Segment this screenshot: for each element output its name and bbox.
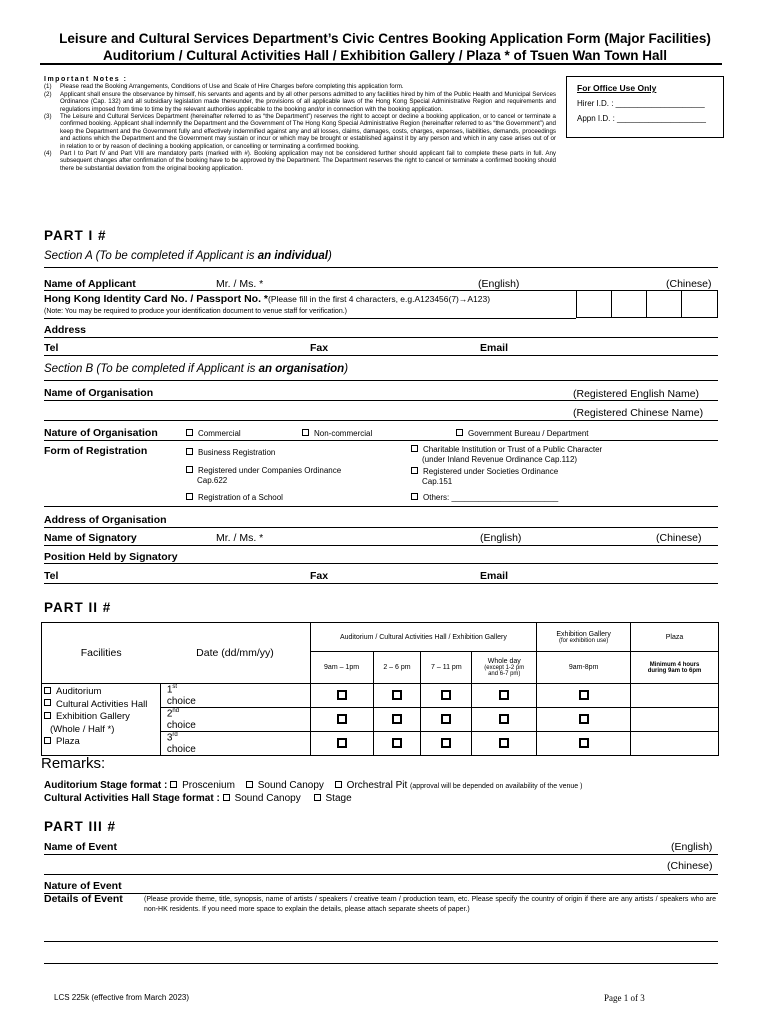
facility-cah-option[interactable]: Cultural Activities Hall: [44, 699, 160, 712]
part3-title: PART III #: [44, 819, 117, 834]
signatory-english-label: (English): [480, 532, 522, 544]
hkid-char-box[interactable]: [576, 290, 612, 318]
choice-2-evening-cell[interactable]: [421, 708, 472, 732]
hirer-id-field[interactable]: Hirer I.D. : ____________________: [577, 99, 705, 108]
slot-morning-header: 9am – 1pm: [310, 652, 373, 684]
choice-3-plaza-cell[interactable]: [631, 732, 719, 756]
page-number: Page 1 of 3: [604, 993, 645, 1003]
checkbox[interactable]: [337, 690, 347, 700]
checkbox[interactable]: [335, 781, 342, 788]
checkbox[interactable]: [337, 714, 347, 724]
companies-ordinance-option[interactable]: Registered under Companies Ordinance Cap.622: [186, 466, 341, 486]
checkbox[interactable]: [456, 429, 463, 436]
choice-3-date-field[interactable]: [206, 732, 310, 756]
checkbox[interactable]: [302, 429, 309, 436]
nature-rule: [44, 440, 718, 441]
signatory-chinese-label: (Chinese): [656, 532, 702, 544]
business-registration-option[interactable]: Business Registration: [186, 448, 275, 457]
checkbox[interactable]: [44, 699, 51, 706]
event-chinese-field[interactable]: [44, 874, 718, 875]
choice-2-label: 2nd choice: [160, 708, 206, 732]
societies-ordinance-option[interactable]: Registered under Societies Ordinance Cap.151: [411, 467, 558, 487]
registration-form-label: Form of Registration: [44, 445, 148, 457]
org-contact-field[interactable]: [44, 583, 718, 584]
nature-government-option[interactable]: Government Bureau / Department: [456, 429, 589, 438]
checkbox[interactable]: [441, 690, 451, 700]
choice-1-label: 1st choice: [160, 684, 206, 708]
org-tel-label: Tel: [44, 570, 59, 582]
slot-afternoon-header: 2 – 6 pm: [373, 652, 421, 684]
plaza-header: Plaza: [631, 623, 719, 652]
tel-label: Tel: [44, 342, 59, 354]
org-fax-label: Fax: [310, 570, 329, 582]
event-details-label: Details of Event: [44, 893, 123, 905]
event-nature-field[interactable]: [44, 893, 718, 894]
chinese-label: (Chinese): [666, 278, 712, 290]
checkbox[interactable]: [337, 738, 347, 748]
checkbox[interactable]: [186, 448, 193, 455]
checkbox[interactable]: [441, 714, 451, 724]
hkid-label-row: Hong Kong Identity Card No. / Passport No. *(Please fill in the first 4 characters, e.g.A123456(7)→A123): [44, 293, 491, 305]
event-chinese-label: (Chinese): [667, 860, 713, 872]
office-use-title: For Office Use Only: [577, 83, 657, 93]
approval-note: (approval will be depended on availability of the venue ): [410, 783, 583, 790]
event-english-label: (English): [671, 841, 713, 853]
checkbox[interactable]: [411, 467, 418, 474]
choice-3-afternoon-cell[interactable]: [373, 732, 421, 756]
checkbox[interactable]: [170, 781, 177, 788]
choice-3-exhibition-cell[interactable]: [537, 732, 631, 756]
choice-2-date-field[interactable]: [206, 708, 310, 732]
checkbox[interactable]: [411, 493, 418, 500]
checkbox[interactable]: [499, 714, 509, 724]
note-item: (2) Applicant shall ensure the observance by himself, his servants and agents and by all other persons admitted to any facilities hired by him of the Public Health and Municipal Services Ordinance (Cap. 132) and all subsidiary legislation made thereunder, the provisions of all applicable laws of the Hong Kong Special Administrative Region and requirements and regulations imposed from time to time by the relevant authorities applicable to the booking and/or in connection with the booking application.: [44, 90, 556, 113]
slot-wholeday-header: Whole day (except 1-2 pm and 6-7 pm): [472, 652, 537, 684]
checkbox[interactable]: [499, 690, 509, 700]
orchestral-pit-option[interactable]: Orchestral Pit: [335, 780, 408, 791]
fax-label: Fax: [310, 342, 329, 354]
exhibition-slot-header: 9am-8pm: [537, 652, 631, 684]
checkbox[interactable]: [392, 690, 402, 700]
auditorium-group-header: Auditorium / Cultural Activities Hall / Exhibition Gallery: [310, 623, 537, 652]
cah-sound-canopy-option[interactable]: Sound Canopy: [223, 793, 301, 804]
org-address-label: Address of Organisation: [44, 514, 167, 526]
checkbox[interactable]: [186, 466, 193, 473]
appn-id-field[interactable]: Appn I.D. : ____________________: [577, 114, 707, 123]
mr-ms-label: Mr. / Ms. *: [216, 278, 264, 290]
hkid-note: (Note: You may be required to produce your identification document to venue staff for verification.): [44, 308, 347, 315]
applicant-name-label: Name of Applicant: [44, 278, 136, 290]
choice-2-wholeday-cell[interactable]: [472, 708, 537, 732]
position-label: Position Held by Signatory: [44, 551, 178, 563]
auditorium-stage-row: Auditorium Stage format : Proscenium Sound Canopy Orchestral Pit (approval will be depended on availability of the venue ): [44, 780, 583, 791]
section-a-title: Section A (To be completed if Applicant is an individual): [44, 250, 332, 262]
plaza-slot-header: Minimum 4 hours during 9am to 6pm: [631, 652, 719, 684]
section-b-title: Section B (To be completed if Applicant is an organisation): [44, 363, 349, 375]
checkbox[interactable]: [44, 712, 51, 719]
choice-2-exhibition-cell[interactable]: [537, 708, 631, 732]
address-label: Address: [44, 324, 87, 336]
event-name-label: Name of Event: [44, 841, 117, 853]
org-address-field[interactable]: [44, 527, 718, 528]
org-english-name-field[interactable]: [44, 400, 718, 401]
checkbox[interactable]: [392, 738, 402, 748]
others-option[interactable]: Others: ________________________: [411, 493, 558, 502]
date-header: Date (dd/mm/yy): [160, 623, 310, 684]
facilities-header: Facilities: [42, 623, 161, 684]
registration-rule: [44, 506, 718, 507]
checkbox[interactable]: [579, 690, 589, 700]
cah-stage-row: Cultural Activities Hall Stage format : Sound Canopy Stage: [44, 793, 352, 804]
choice-2-morning-cell[interactable]: [310, 708, 373, 732]
section-a-rule: [44, 267, 718, 268]
office-use-box: [566, 76, 724, 138]
notes-title: Important Notes :: [44, 76, 128, 83]
checkbox[interactable]: [579, 714, 589, 724]
choice-2-afternoon-cell[interactable]: [373, 708, 421, 732]
form-header: [20, 30, 750, 64]
choice-1-afternoon-cell[interactable]: [373, 684, 421, 708]
form-code: LCS 225k (effective from March 2023): [54, 993, 190, 1002]
nature-label: Nature of Organisation: [44, 427, 158, 439]
school-registration-option[interactable]: Registration of a School: [186, 493, 283, 502]
facilities-table: [41, 622, 719, 756]
checkbox[interactable]: [223, 794, 230, 801]
slot-evening-header: 7 – 11 pm: [421, 652, 472, 684]
checkbox[interactable]: [411, 445, 418, 452]
facility-plaza-option[interactable]: Plaza: [44, 736, 160, 749]
hkid-char-box[interactable]: [646, 290, 682, 318]
event-details-field[interactable]: [44, 941, 718, 942]
org-email-label: Email: [480, 570, 509, 582]
contact-field[interactable]: [44, 355, 718, 356]
choice-3-evening-cell[interactable]: [421, 732, 472, 756]
proscenium-option[interactable]: Proscenium: [170, 780, 235, 791]
hkid-rule: [44, 318, 576, 319]
charitable-option[interactable]: Charitable Institution or Trust of a Public Character (under Inland Revenue Ordinance Cap.112): [411, 445, 602, 465]
cah-stage-option[interactable]: Stage: [314, 793, 352, 804]
email-label: Email: [480, 342, 509, 354]
part1-title: PART I #: [44, 228, 107, 243]
checkbox[interactable]: [186, 429, 193, 436]
checkbox[interactable]: [579, 738, 589, 748]
part2-title: PART II #: [44, 600, 112, 615]
header-rule: [40, 63, 722, 65]
choice-3-wholeday-cell[interactable]: [472, 732, 537, 756]
choice-1-date-field[interactable]: [206, 684, 310, 708]
checkbox[interactable]: [246, 781, 253, 788]
checkbox[interactable]: [186, 493, 193, 500]
nature-noncommercial-option[interactable]: Non-commercial: [302, 429, 372, 438]
note-item: (4) Part I to Part IV and Part VIII are mandatory parts (marked with #). Booking application may not be considered further should applicant fail to complete these parts in full. Any subsequent changes after confirmation of the booking have to be approved by the Department. The Department reserves the right to cancel or terminate a confirmed booking should there be substantial deviation from the original booking application.: [44, 150, 556, 172]
choice-1-morning-cell[interactable]: [310, 684, 373, 708]
hkid-char-box[interactable]: [611, 290, 647, 318]
hkid-char-box[interactable]: [681, 290, 718, 318]
position-field[interactable]: [44, 563, 718, 564]
checkbox[interactable]: [44, 737, 51, 744]
signatory-mr-ms-label: Mr. / Ms. *: [216, 532, 264, 544]
event-english-field[interactable]: [44, 854, 718, 855]
form-title-line2: Auditorium / Cultural Activities Hall / Exhibition Gallery / Plaza * of Tsuen Wan Town Hall: [102, 48, 668, 63]
exhibition-size-note: (Whole / Half *): [50, 723, 115, 735]
exhibition-header: Exhibition Gallery (for exhibition use): [537, 623, 631, 652]
event-details-field[interactable]: [44, 963, 718, 964]
registered-english-label: (Registered English Name): [573, 388, 700, 400]
signatory-label: Name of Signatory: [44, 532, 137, 544]
choice-3-label: 3rd choice: [160, 732, 206, 756]
english-label: (English): [478, 278, 520, 290]
note-item: (3) The Leisure and Cultural Services Department (hereinafter referred to as “the Department”) reserves the right to accept or decline a booking application, or to cancel or terminate a confirmed booking. Applicant shall indemnify the Department and the Government of The Hong Kong Special Administrative Region (hereinafter referred to as “the Government”) and keep the Department and the Government fully and effectively indemnified against any and all losses, claims, damages, costs, charges, expenses, liabilities, demands, proceedings and actions which the Department and the Government may sustain or incur or which may be brought or established against it by any person and which in any case arises out of or in relation to or by reason of declining a booking application, or cancelling or terminating a confirmed booking.: [44, 113, 556, 150]
checkbox[interactable]: [314, 794, 321, 801]
signatory-field[interactable]: [44, 545, 718, 546]
facility-exhibition-option[interactable]: Exhibition Gallery: [44, 711, 160, 724]
org-name-label: Name of Organisation: [44, 387, 154, 399]
choice-3-morning-cell[interactable]: [310, 732, 373, 756]
important-notes: [44, 76, 556, 172]
note-item: (1) Please read the Booking Arrangements, Conditions of Use and Scale of Hire Charges before completing this application form.: [44, 83, 404, 91]
facility-auditorium-option[interactable]: Auditorium: [44, 686, 160, 699]
checkbox[interactable]: [499, 738, 509, 748]
org-chinese-name-field[interactable]: [44, 420, 718, 421]
choice-1-wholeday-cell[interactable]: [472, 684, 537, 708]
address-field[interactable]: [44, 337, 718, 338]
checkbox[interactable]: [441, 738, 451, 748]
sound-canopy-option[interactable]: Sound Canopy: [246, 780, 324, 791]
nature-commercial-option[interactable]: Commercial: [186, 429, 241, 438]
choice-1-plaza-cell[interactable]: [631, 684, 719, 708]
checkbox[interactable]: [392, 714, 402, 724]
section-b-rule: [44, 380, 718, 381]
event-nature-label: Nature of Event: [44, 880, 122, 892]
remarks-title: Remarks:: [41, 755, 106, 772]
form-title-line1: Leisure and Cultural Services Department’s Civic Centres Booking Application Form (Major Facilities): [59, 31, 711, 46]
choice-2-plaza-cell[interactable]: [631, 708, 719, 732]
facility-list: [42, 684, 161, 756]
registered-chinese-label: (Registered Chinese Name): [573, 407, 704, 419]
checkbox[interactable]: [44, 687, 51, 694]
event-details-note: (Please provide theme, title, synopsis, name of artists / speakers / creative team / production team, etc. Please specify the country of origin if there are any artists / speakers who are non-HK residents. If you need more space to explain the details, please attach separate sheets of paper.): [144, 896, 716, 913]
choice-1-evening-cell[interactable]: [421, 684, 472, 708]
choice-1-exhibition-cell[interactable]: [537, 684, 631, 708]
